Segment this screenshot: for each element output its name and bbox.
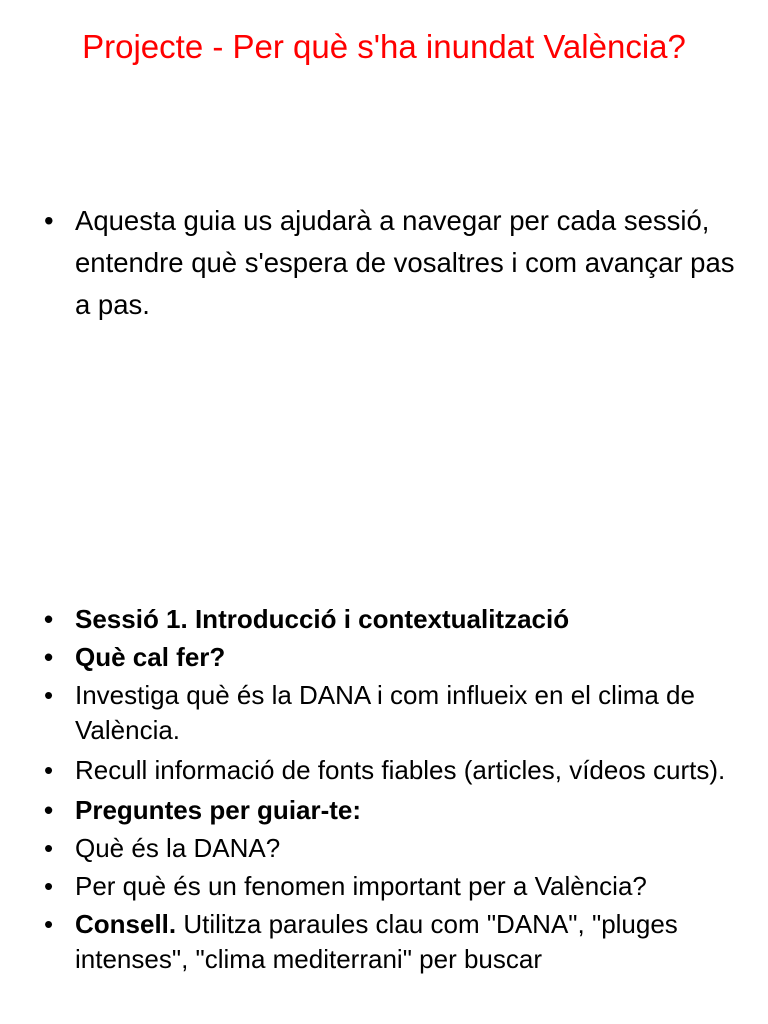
intro-bullet: • Aquesta guia us ajudarà a navegar per cada sessió, entendre què s'espera de vosaltres i com avançar pas a pas. xyxy=(44,200,744,326)
slide-title: Projecte - Per què s'ha inundat València? xyxy=(82,28,686,65)
tip-item xyxy=(44,907,744,977)
guide-questions-heading: • Preguntes per guiar-te: xyxy=(44,793,744,828)
task-item: • Investiga què és la DANA i com influeix en el clima de València. xyxy=(44,678,744,748)
what-to-do-heading: • Què cal fer? xyxy=(44,640,744,675)
question-item: • Per què és un fenomen important per a València? xyxy=(44,869,744,904)
question-item: • Què és la DANA? xyxy=(44,831,744,866)
intro-bullet-list xyxy=(44,200,744,326)
tip-text: Utilitza paraules clau com "DANA", "pluges intenses", "clima mediterrani" per buscar xyxy=(75,909,678,974)
session-bullet-list xyxy=(44,602,744,982)
task-item: • Recull informació de fonts fiables (articles, vídeos curts). xyxy=(44,753,744,788)
session-heading: • Sessió 1. Introducció i contextualització xyxy=(44,602,744,637)
tip-label: Consell. xyxy=(75,909,177,939)
